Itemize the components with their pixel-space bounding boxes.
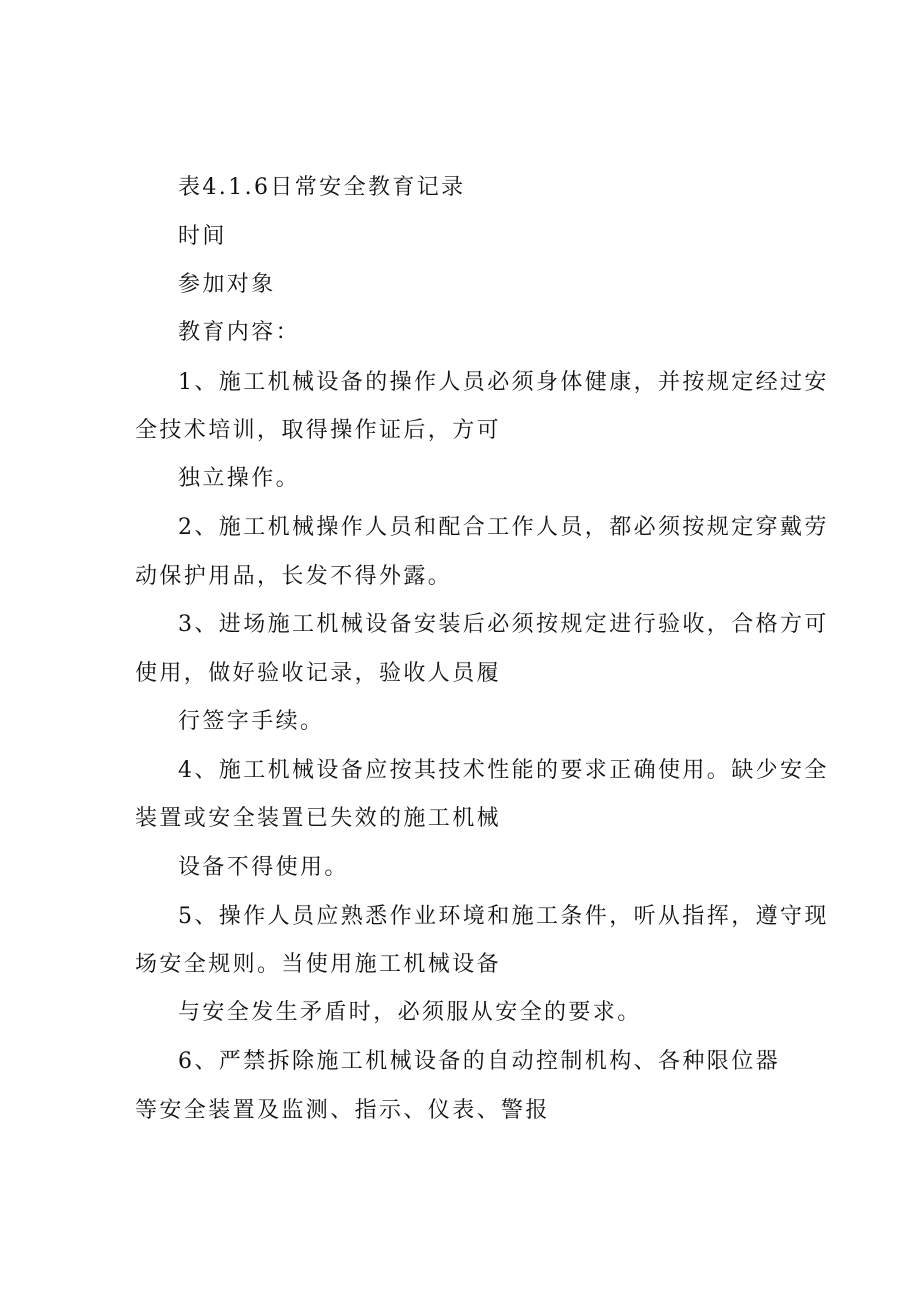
item-6-line-2: 等安全装置及监测、指示、仪表、警报: [135, 1098, 550, 1123]
item-2-line-2: 动保护用品，长发不得外露。: [135, 564, 453, 589]
item-1-line-2: 全技术培训，取得操作证后，方可: [135, 418, 502, 443]
item-4-line-1: 4、施工机械设备应按其技术性能的要求正确使用。缺少安全: [178, 758, 829, 783]
item-1-line-1: 1、施工机械设备的操作人员必须身体健康，并按规定经过安: [178, 370, 829, 395]
item-5-line-3: 与安全发生矛盾时，必须服从安全的要求。: [178, 1000, 642, 1025]
record-table-title: 表4.1.6日常安全教育记录: [178, 175, 466, 200]
item-2-line-1: 2、施工机械操作人员和配合工作人员，都必须按规定穿戴劳: [178, 515, 829, 540]
item-5-line-2: 场安全规则。当使用施工机械设备: [135, 952, 502, 977]
participants-label: 参加对象: [178, 272, 276, 297]
item-4-line-3: 设备不得使用。: [178, 855, 349, 880]
item-3-line-2: 使用，做好验收记录，验收人员履: [135, 661, 502, 686]
item-6-line-1: 6、严禁拆除施工机械设备的自动控制机构、各种限位器: [178, 1049, 780, 1074]
education-content-label: 教育内容：: [178, 320, 301, 345]
item-5-line-1: 5、操作人员应熟悉作业环境和施工条件，听从指挥，遵守现: [178, 904, 829, 929]
item-3-line-1: 3、进场施工机械设备安装后必须按规定进行验收，合格方可: [178, 612, 829, 637]
time-label: 时间: [178, 224, 227, 249]
item-1-line-3: 独立操作。: [178, 466, 301, 491]
item-4-line-2: 装置或安全装置已失效的施工机械: [135, 806, 502, 831]
item-3-line-3: 行签字手续。: [178, 709, 325, 734]
